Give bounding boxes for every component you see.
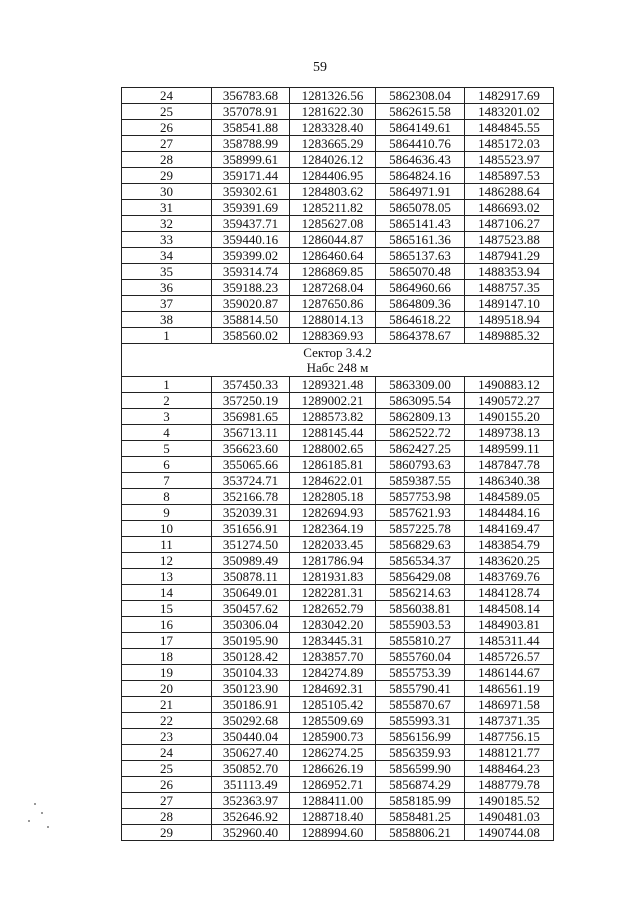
coordinate-cell: 1483769.76 [465, 569, 554, 585]
coordinate-cell: 1288718.40 [290, 809, 376, 825]
table-row [122, 441, 554, 457]
coordinate-cell: 5864636.43 [376, 152, 465, 168]
point-number-cell: 34 [122, 248, 212, 264]
coordinate-cell: 1288573.82 [290, 409, 376, 425]
coordinate-cell: 5862427.25 [376, 441, 465, 457]
coordinate-cell: 350104.33 [212, 665, 290, 681]
coordinate-cell: 5855870.67 [376, 697, 465, 713]
coordinate-cell: 5862809.13 [376, 409, 465, 425]
point-number-cell: 21 [122, 697, 212, 713]
coordinate-cell: 5855903.53 [376, 617, 465, 633]
coordinate-cell: 5865070.48 [376, 264, 465, 280]
point-number-cell: 27 [122, 136, 212, 152]
coordinate-cell: 1484589.05 [465, 489, 554, 505]
point-number-cell: 29 [122, 825, 212, 841]
table-row [122, 473, 554, 489]
table-row [122, 729, 554, 745]
coordinate-cell: 5862615.58 [376, 104, 465, 120]
coordinate-cell: 5855760.04 [376, 649, 465, 665]
point-number-cell: 25 [122, 104, 212, 120]
coordinate-cell: 356981.65 [212, 409, 290, 425]
coordinate-cell: 1284274.89 [290, 665, 376, 681]
point-number-cell: 5 [122, 441, 212, 457]
coordinate-cell: 350123.90 [212, 681, 290, 697]
table-row [122, 569, 554, 585]
coordinate-cell: 1487106.27 [465, 216, 554, 232]
coordinate-cell: 352646.92 [212, 809, 290, 825]
coordinate-cell: 1484484.16 [465, 505, 554, 521]
point-number-cell: 13 [122, 569, 212, 585]
table-row [122, 104, 554, 120]
point-number-cell: 35 [122, 264, 212, 280]
coordinate-cell: 1284803.62 [290, 184, 376, 200]
point-number-cell: 32 [122, 216, 212, 232]
coordinate-cell: 359399.02 [212, 248, 290, 264]
coordinate-cell: 1284692.31 [290, 681, 376, 697]
table-row [122, 312, 554, 328]
coordinate-cell: 1485523.97 [465, 152, 554, 168]
coordinate-cell: 1288145.44 [290, 425, 376, 441]
section-header-row [122, 344, 554, 377]
coordinate-cell: 5856214.63 [376, 585, 465, 601]
coordinate-cell: 1282364.19 [290, 521, 376, 537]
table-row [122, 409, 554, 425]
coordinate-cell: 1482917.69 [465, 88, 554, 104]
coordinate-cell: 1285900.73 [290, 729, 376, 745]
scan-noise [34, 803, 36, 805]
point-number-cell: 27 [122, 793, 212, 809]
point-number-cell: 26 [122, 777, 212, 793]
coordinate-cell: 1487523.88 [465, 232, 554, 248]
coordinate-cell: 1286869.85 [290, 264, 376, 280]
coordinate-cell: 1281931.83 [290, 569, 376, 585]
table-row [122, 248, 554, 264]
coordinate-cell: 351274.50 [212, 537, 290, 553]
coordinate-cell: 351656.91 [212, 521, 290, 537]
coordinate-cell: 1281622.30 [290, 104, 376, 120]
coordinate-cell: 5856829.63 [376, 537, 465, 553]
coordinate-cell: 350195.90 [212, 633, 290, 649]
table-row [122, 713, 554, 729]
coordinate-cell: 353724.71 [212, 473, 290, 489]
coordinate-cell: 1488464.23 [465, 761, 554, 777]
point-number-cell: 18 [122, 649, 212, 665]
coordinate-cell: 357450.33 [212, 377, 290, 393]
point-number-cell: 16 [122, 617, 212, 633]
coordinate-cell: 5864809.36 [376, 296, 465, 312]
coordinate-cell: 1289002.21 [290, 393, 376, 409]
coordinate-cell: 5862308.04 [376, 88, 465, 104]
table-row [122, 745, 554, 761]
coordinate-cell: 1283857.70 [290, 649, 376, 665]
coordinate-cell: 1490744.08 [465, 825, 554, 841]
coordinate-cell: 5856599.90 [376, 761, 465, 777]
coordinate-cell: 5864618.22 [376, 312, 465, 328]
table-row [122, 521, 554, 537]
coordinate-cell: 5860793.63 [376, 457, 465, 473]
point-number-cell: 15 [122, 601, 212, 617]
coordinate-cell: 5857753.98 [376, 489, 465, 505]
coordinate-cell: 350292.68 [212, 713, 290, 729]
coordinate-cell: 1485897.53 [465, 168, 554, 184]
coordinate-cell: 1285509.69 [290, 713, 376, 729]
scan-noise [28, 820, 30, 822]
coordinate-cell: 1285105.42 [290, 697, 376, 713]
point-number-cell: 24 [122, 745, 212, 761]
section-title: Сектор 3.4.2 [303, 345, 372, 360]
coordinate-cell: 5855790.41 [376, 681, 465, 697]
scan-noise [47, 826, 49, 828]
coordinate-cell: 350649.01 [212, 585, 290, 601]
point-number-cell: 1 [122, 377, 212, 393]
coordinate-cell: 1488757.35 [465, 280, 554, 296]
coordinate-cell: 5855810.27 [376, 633, 465, 649]
coordinate-cell: 351113.49 [212, 777, 290, 793]
table-row [122, 761, 554, 777]
point-number-cell: 23 [122, 729, 212, 745]
table-row [122, 88, 554, 104]
coordinate-cell: 1287650.86 [290, 296, 376, 312]
coordinate-cell: 1288002.65 [290, 441, 376, 457]
coordinate-cell: 5856156.99 [376, 729, 465, 745]
point-number-cell: 28 [122, 809, 212, 825]
table-row [122, 601, 554, 617]
coordinate-cell: 5857225.78 [376, 521, 465, 537]
table-row [122, 425, 554, 441]
coordinate-cell: 1281326.56 [290, 88, 376, 104]
table-row [122, 152, 554, 168]
section-header-body [122, 344, 554, 377]
coordinate-cell: 1486693.02 [465, 200, 554, 216]
coordinate-cell: 1484508.14 [465, 601, 554, 617]
point-number-cell: 29 [122, 168, 212, 184]
coordinate-cell: 357250.19 [212, 393, 290, 409]
coordinate-cell: 350186.91 [212, 697, 290, 713]
coordinate-cell: 5859387.55 [376, 473, 465, 489]
coordinate-cell: 1485311.44 [465, 633, 554, 649]
point-number-cell: 28 [122, 152, 212, 168]
point-number-cell: 4 [122, 425, 212, 441]
coordinate-cell: 5864824.16 [376, 168, 465, 184]
table-row [122, 617, 554, 633]
coordinate-cell: 1486561.19 [465, 681, 554, 697]
coordinate-cell: 1489147.10 [465, 296, 554, 312]
coordinate-cell: 1289321.48 [290, 377, 376, 393]
coordinate-cell: 1489738.13 [465, 425, 554, 441]
table-row [122, 553, 554, 569]
coordinate-cell: 5865078.05 [376, 200, 465, 216]
table-row [122, 280, 554, 296]
table-row [122, 489, 554, 505]
point-number-cell: 38 [122, 312, 212, 328]
coordinate-cell: 1288014.13 [290, 312, 376, 328]
coordinate-cell: 359171.44 [212, 168, 290, 184]
table-row [122, 825, 554, 841]
table-row [122, 505, 554, 521]
coordinate-cell: 1283445.31 [290, 633, 376, 649]
point-number-cell: 6 [122, 457, 212, 473]
table-row [122, 665, 554, 681]
coordinate-cell: 350852.70 [212, 761, 290, 777]
table-row [122, 585, 554, 601]
coordinate-cell: 1282694.93 [290, 505, 376, 521]
coordinate-cell: 1286044.87 [290, 232, 376, 248]
coordinate-cell: 350627.40 [212, 745, 290, 761]
coordinate-cell: 1484128.74 [465, 585, 554, 601]
coordinate-cell: 1288994.60 [290, 825, 376, 841]
coordinate-cell: 358560.02 [212, 328, 290, 344]
table-row [122, 633, 554, 649]
coordinate-cell: 1282652.79 [290, 601, 376, 617]
coordinate-cell: 359020.87 [212, 296, 290, 312]
coordinate-cell: 1284622.01 [290, 473, 376, 489]
coordinate-cell: 356623.60 [212, 441, 290, 457]
coordinate-cell: 1283042.20 [290, 617, 376, 633]
coordinate-cell: 5864149.61 [376, 120, 465, 136]
section-subtitle: Набс 248 м [306, 360, 369, 375]
coordinate-cell: 5864960.66 [376, 280, 465, 296]
table-row [122, 216, 554, 232]
coordinate-cell: 1282281.31 [290, 585, 376, 601]
coordinate-cell: 1489885.32 [465, 328, 554, 344]
coordinate-cell: 5864971.91 [376, 184, 465, 200]
point-number-cell: 22 [122, 713, 212, 729]
coordinate-cell: 1288369.93 [290, 328, 376, 344]
point-number-cell: 17 [122, 633, 212, 649]
coordinate-cell: 350128.42 [212, 649, 290, 665]
coordinate-cell: 5856359.93 [376, 745, 465, 761]
coordinate-cell: 1286185.81 [290, 457, 376, 473]
point-number-cell: 26 [122, 120, 212, 136]
coordinate-cell: 1286460.64 [290, 248, 376, 264]
coordinate-cell: 5862522.72 [376, 425, 465, 441]
point-number-cell: 12 [122, 553, 212, 569]
page-number: 59 [313, 60, 327, 75]
table-row [122, 457, 554, 473]
coordinate-cell: 350306.04 [212, 617, 290, 633]
point-number-cell: 36 [122, 280, 212, 296]
coordinate-cell: 5858806.21 [376, 825, 465, 841]
coordinate-cell: 5856874.29 [376, 777, 465, 793]
coordinate-cell: 5863309.00 [376, 377, 465, 393]
coordinate-cell: 1489599.11 [465, 441, 554, 457]
coordinate-cell: 1286274.25 [290, 745, 376, 761]
coordinate-cell: 1483854.79 [465, 537, 554, 553]
point-number-cell: 9 [122, 505, 212, 521]
point-number-cell: 19 [122, 665, 212, 681]
coordinate-cell: 5865161.36 [376, 232, 465, 248]
coordinate-cell: 1486144.67 [465, 665, 554, 681]
point-number-cell: 31 [122, 200, 212, 216]
coordinate-cell: 352363.97 [212, 793, 290, 809]
coordinate-cell: 5857621.93 [376, 505, 465, 521]
coordinate-cell: 1486288.64 [465, 184, 554, 200]
point-number-cell: 30 [122, 184, 212, 200]
table-row [122, 697, 554, 713]
coordinate-cell: 358999.61 [212, 152, 290, 168]
coordinate-cell: 1490185.52 [465, 793, 554, 809]
coordinate-cell: 350440.04 [212, 729, 290, 745]
coordinate-cell: 356783.68 [212, 88, 290, 104]
table-row [122, 393, 554, 409]
table-row [122, 232, 554, 248]
table-row [122, 777, 554, 793]
coordinate-cell: 350457.62 [212, 601, 290, 617]
coordinate-cell: 1487847.78 [465, 457, 554, 473]
table-row [122, 168, 554, 184]
coordinate-cell: 359440.16 [212, 232, 290, 248]
section-header-cell [122, 344, 554, 377]
coordinate-cell: 1490481.03 [465, 809, 554, 825]
table-row [122, 793, 554, 809]
coordinate-cell: 359188.23 [212, 280, 290, 296]
coordinate-cell: 1286952.71 [290, 777, 376, 793]
coordinate-cell: 1286626.19 [290, 761, 376, 777]
coordinate-cell: 5855993.31 [376, 713, 465, 729]
point-number-cell: 3 [122, 409, 212, 425]
table-row [122, 649, 554, 665]
point-number-cell: 14 [122, 585, 212, 601]
coordinate-cell: 5856038.81 [376, 601, 465, 617]
coordinate-cell: 1285211.82 [290, 200, 376, 216]
coordinate-cell: 1282805.18 [290, 489, 376, 505]
point-number-cell: 25 [122, 761, 212, 777]
table-row [122, 537, 554, 553]
table-row [122, 296, 554, 312]
point-number-cell: 8 [122, 489, 212, 505]
coordinate-cell: 5856429.08 [376, 569, 465, 585]
coordinate-cell: 1490572.27 [465, 393, 554, 409]
table-row [122, 681, 554, 697]
coordinate-cell: 5855753.39 [376, 665, 465, 681]
coordinate-cell: 1484903.81 [465, 617, 554, 633]
point-number-cell: 1 [122, 328, 212, 344]
coordinate-cell: 350878.11 [212, 569, 290, 585]
point-number-cell: 37 [122, 296, 212, 312]
coordinate-cell: 1487371.35 [465, 713, 554, 729]
coordinate-cell: 1488353.94 [465, 264, 554, 280]
coordinate-cell: 1484845.55 [465, 120, 554, 136]
point-number-cell: 11 [122, 537, 212, 553]
table-row [122, 120, 554, 136]
coordinate-cell: 359314.74 [212, 264, 290, 280]
coordinate-cell: 358541.88 [212, 120, 290, 136]
coordinate-cell: 1487756.15 [465, 729, 554, 745]
table-row [122, 264, 554, 280]
coordinate-cell: 359391.69 [212, 200, 290, 216]
coordinate-cell: 1281786.94 [290, 553, 376, 569]
coordinate-cell: 5858481.25 [376, 809, 465, 825]
coordinate-cell: 1483201.02 [465, 104, 554, 120]
coordinate-cell: 1485726.57 [465, 649, 554, 665]
scan-noise [41, 812, 43, 814]
point-number-cell: 24 [122, 88, 212, 104]
coordinate-cell: 358814.50 [212, 312, 290, 328]
coordinate-cell: 1283328.40 [290, 120, 376, 136]
coordinate-cell: 350989.49 [212, 553, 290, 569]
coordinate-cell: 5856534.37 [376, 553, 465, 569]
coordinate-cell: 1488779.78 [465, 777, 554, 793]
coordinate-cell: 1284026.12 [290, 152, 376, 168]
coordinate-cell: 1484169.47 [465, 521, 554, 537]
coordinate-cell: 1284406.95 [290, 168, 376, 184]
coordinate-cell: 1282033.45 [290, 537, 376, 553]
coordinate-cell: 5865137.63 [376, 248, 465, 264]
table-row [122, 377, 554, 393]
point-number-cell: 10 [122, 521, 212, 537]
coordinate-cell: 5858185.99 [376, 793, 465, 809]
coordinates-table-top-body [122, 88, 554, 344]
table-row [122, 809, 554, 825]
point-number-cell: 7 [122, 473, 212, 489]
coordinate-cell: 1288411.00 [290, 793, 376, 809]
coordinate-cell: 1490155.20 [465, 409, 554, 425]
coordinate-cell: 356713.11 [212, 425, 290, 441]
table-row [122, 200, 554, 216]
coordinate-cell: 359437.71 [212, 216, 290, 232]
coordinate-cell: 1488121.77 [465, 745, 554, 761]
coordinate-cell: 357078.91 [212, 104, 290, 120]
coordinate-cell: 1285627.08 [290, 216, 376, 232]
coordinate-cell: 1490883.12 [465, 377, 554, 393]
coordinate-cell: 5864378.67 [376, 328, 465, 344]
coordinate-cell: 1483620.25 [465, 553, 554, 569]
coordinate-cell: 1486971.58 [465, 697, 554, 713]
coordinate-cell: 1486340.38 [465, 473, 554, 489]
coordinate-cell: 5865141.43 [376, 216, 465, 232]
table-row [122, 184, 554, 200]
coordinates-table-bottom-body [122, 377, 554, 841]
point-number-cell: 33 [122, 232, 212, 248]
point-number-cell: 2 [122, 393, 212, 409]
coordinate-cell: 1283665.29 [290, 136, 376, 152]
coordinate-cell: 1487941.29 [465, 248, 554, 264]
coordinate-cell: 355065.66 [212, 457, 290, 473]
coordinates-table [121, 87, 554, 841]
point-number-cell: 20 [122, 681, 212, 697]
coordinate-cell: 359302.61 [212, 184, 290, 200]
coordinate-cell: 352039.31 [212, 505, 290, 521]
coordinate-cell: 1489518.94 [465, 312, 554, 328]
coordinate-cell: 352960.40 [212, 825, 290, 841]
coordinate-cell: 1287268.04 [290, 280, 376, 296]
coordinate-cell: 5863095.54 [376, 393, 465, 409]
coordinate-cell: 358788.99 [212, 136, 290, 152]
coordinate-cell: 352166.78 [212, 489, 290, 505]
table-row [122, 136, 554, 152]
coordinate-cell: 1485172.03 [465, 136, 554, 152]
table-row [122, 328, 554, 344]
coordinate-cell: 5864410.76 [376, 136, 465, 152]
